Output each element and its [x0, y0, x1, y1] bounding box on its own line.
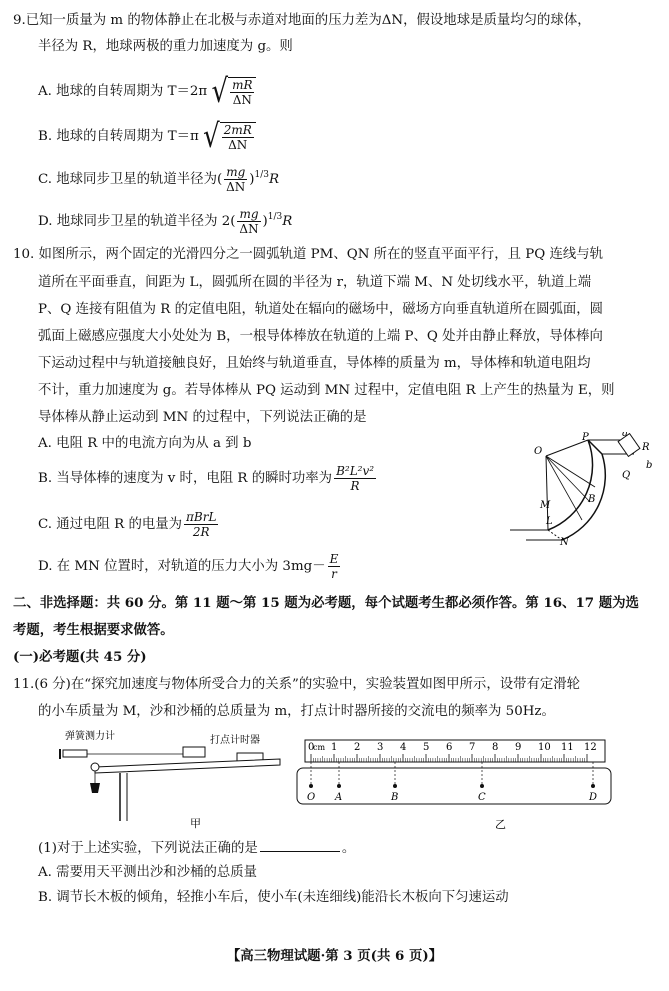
label-q: Q — [622, 470, 631, 481]
tape-dot — [309, 784, 313, 788]
label-o: O — [534, 446, 543, 457]
q10-stem-line5: 下运动过程中与轨道接触良好，且始终与轨道垂直，导体棒的质量为 m，导体棒和轨道电阻均 — [38, 356, 591, 371]
section2-heading-line1: 二、非选择题：共 60 分。第 11 题～第 15 题为必考题，每个试题考生都必须作答。第 16、17 题为选 — [13, 595, 639, 611]
label-a: a — [622, 432, 628, 439]
label-n: N — [560, 537, 569, 547]
ruler-tick-label: 3 — [377, 742, 384, 753]
q10-option-a: A. 电阻 R 中的电流方向为从 a 到 b — [38, 436, 252, 451]
q11-option-a: A. 需要用天平测出沙和沙桶的总质量 — [38, 865, 258, 880]
label-b-small: b — [646, 460, 653, 471]
label-timer: 打点计时器 — [210, 735, 260, 746]
label-spring-scale: 弹簧测力计 — [65, 731, 115, 742]
label-m: M — [540, 500, 551, 511]
tape-point-label: A — [335, 792, 343, 803]
q10-option-c: C. 通过电阻 R 的电量为 $\frac{\text{πBrL}}{2R}$ — [38, 510, 217, 539]
q11-option-b: B. 调节长木板的倾角，轻推小车后，使小车(未连细线)能沿长木板向下匀速运动 — [38, 890, 509, 905]
ruler-tick-label: 4 — [400, 742, 407, 753]
q9-option-c: C. 地球同步卫星的轨道半径为( $\frac{mg}{\Delta N}$ )$^{1/3}$R — [38, 165, 280, 194]
cart — [183, 747, 205, 757]
caption-yi: 乙 — [495, 818, 506, 830]
label-p: P — [582, 432, 589, 443]
q10-stem-line4: 弧面上磁感应强度大小处处为 B，一根导体棒放在轨道的上端 P、Q 处并由静止释放，导体棒向 — [38, 329, 603, 344]
tape-point-label: D — [589, 792, 598, 803]
arc-pm — [548, 440, 596, 530]
tape-dot — [480, 784, 484, 788]
label-r: R — [642, 442, 650, 453]
q10-stem-line3: P、Q 连接有阻值为 R 的定值电阻，轨道处在辐向的磁场中，磁场方向垂直轨道所在圆弧面，圆 — [38, 302, 604, 317]
tape-point-label: C — [478, 792, 486, 803]
arc-qn — [562, 454, 605, 540]
q10-option-b: B. 当导体棒的速度为 v 时，电阻 R 的瞬时功率为 $\frac{\text{B²L²v²}}{R}$ — [38, 464, 375, 493]
ruler-tick-label: 10 — [538, 742, 551, 753]
q10-stem-line6: 不计，重力加速度为 g。若导体棒从 PQ 运动到 MN 过程中，定值电阻 R 上产生的热量为 E，则 — [38, 383, 615, 398]
tape-point-label: B — [391, 792, 399, 803]
label-b-field: B — [588, 494, 596, 505]
tape-point-label: O — [307, 792, 316, 803]
q10-stem-line2: 道所在平面垂直，间距为 L，圆弧所在圆的半径为 r，轨道下端 M、N 处切线水平，轨道上端 — [38, 275, 592, 290]
q11-figure-yi — [295, 738, 615, 830]
ruler-tick-label: 9 — [515, 742, 522, 753]
q10-figure — [510, 432, 660, 547]
q9-option-d: D. 地球同步卫星的轨道半径为 2( $\frac{mg}{\Delta N}$ )$^{1/3}$R — [38, 207, 293, 236]
spring-scale — [63, 750, 87, 757]
pulley — [91, 763, 99, 771]
q10-stem-line1: 10. 如图所示，两个固定的光滑四分之一圆弧轨道 PM、QN 所在的竖直平面平行，且 PQ 连线与轨 — [13, 247, 604, 262]
ruler-tick-label: 11 — [561, 742, 574, 753]
answer-blank[interactable] — [260, 851, 340, 852]
bucket — [90, 783, 100, 793]
q11-stem-line1: 11.(6 分)在“探究加速度与物体所受合力的关系”的实验中，实验装置如图甲所示，设带有定滑轮 — [13, 677, 581, 692]
radius-ob — [546, 456, 595, 487]
section2-subheading: (一)必考题(共 45 分) — [13, 649, 147, 665]
q9-option-b: B. 地球的自转周期为 T＝π √ $\frac{2mR}{\Delta N}$ — [38, 122, 256, 151]
tape-dot — [591, 784, 595, 788]
ruler-tick-label: 8 — [492, 742, 499, 753]
board — [95, 759, 280, 773]
ruler-tick-label: 1 — [331, 742, 338, 753]
ruler-tick-label: 5 — [423, 742, 430, 753]
ruler-tick-label: 0 — [308, 742, 315, 753]
ruler-unit: cm — [313, 743, 326, 752]
q9-stem-line2: 半径为 R，地球两极的重力加速度为 g。则 — [38, 39, 293, 54]
tape-dot — [337, 784, 341, 788]
section2-heading-line2: 考题，考生根据要求做答。 — [13, 622, 174, 638]
ruler-tick-label: 6 — [446, 742, 453, 753]
ruler-tick-label: 2 — [354, 742, 361, 753]
q10-stem-line7: 导体棒从静止运动到 MN 的过程中，下列说法正确的是 — [38, 410, 367, 425]
page-footer: 【高三物理试题·第 3 页(共 6 页)】 — [226, 948, 443, 964]
ruler-tick-label: 12 — [584, 742, 597, 753]
q10-option-d: D. 在 MN 位置时，对轨道的压力大小为 3mg－ $\frac{E}{r}$ — [38, 552, 339, 581]
q11-figure-jia — [55, 729, 285, 829]
q9-option-a: A. 地球的自转周期为 T＝2π √ $\frac{mR}{\Delta N}$ — [38, 77, 256, 106]
tape-dot — [393, 784, 397, 788]
q11-sub1: (1)对于上述实验，下列说法正确的是 。 — [38, 841, 356, 856]
label-l: L — [546, 516, 553, 527]
q9-stem-line1: 9.已知一质量为 m 的物体静止在北极与赤道对地面的压力差为ΔN，假设地球是质量均匀的球体， — [13, 13, 591, 28]
paper-tape — [297, 768, 611, 804]
q11-stem-line2: 的小车质量为 M，沙和沙桶的总质量为 m，打点计时器所接的交流电的频率为 50Hz。 — [38, 704, 555, 719]
ruler-tick-label: 7 — [469, 742, 476, 753]
caption-jia: 甲 — [190, 817, 201, 829]
